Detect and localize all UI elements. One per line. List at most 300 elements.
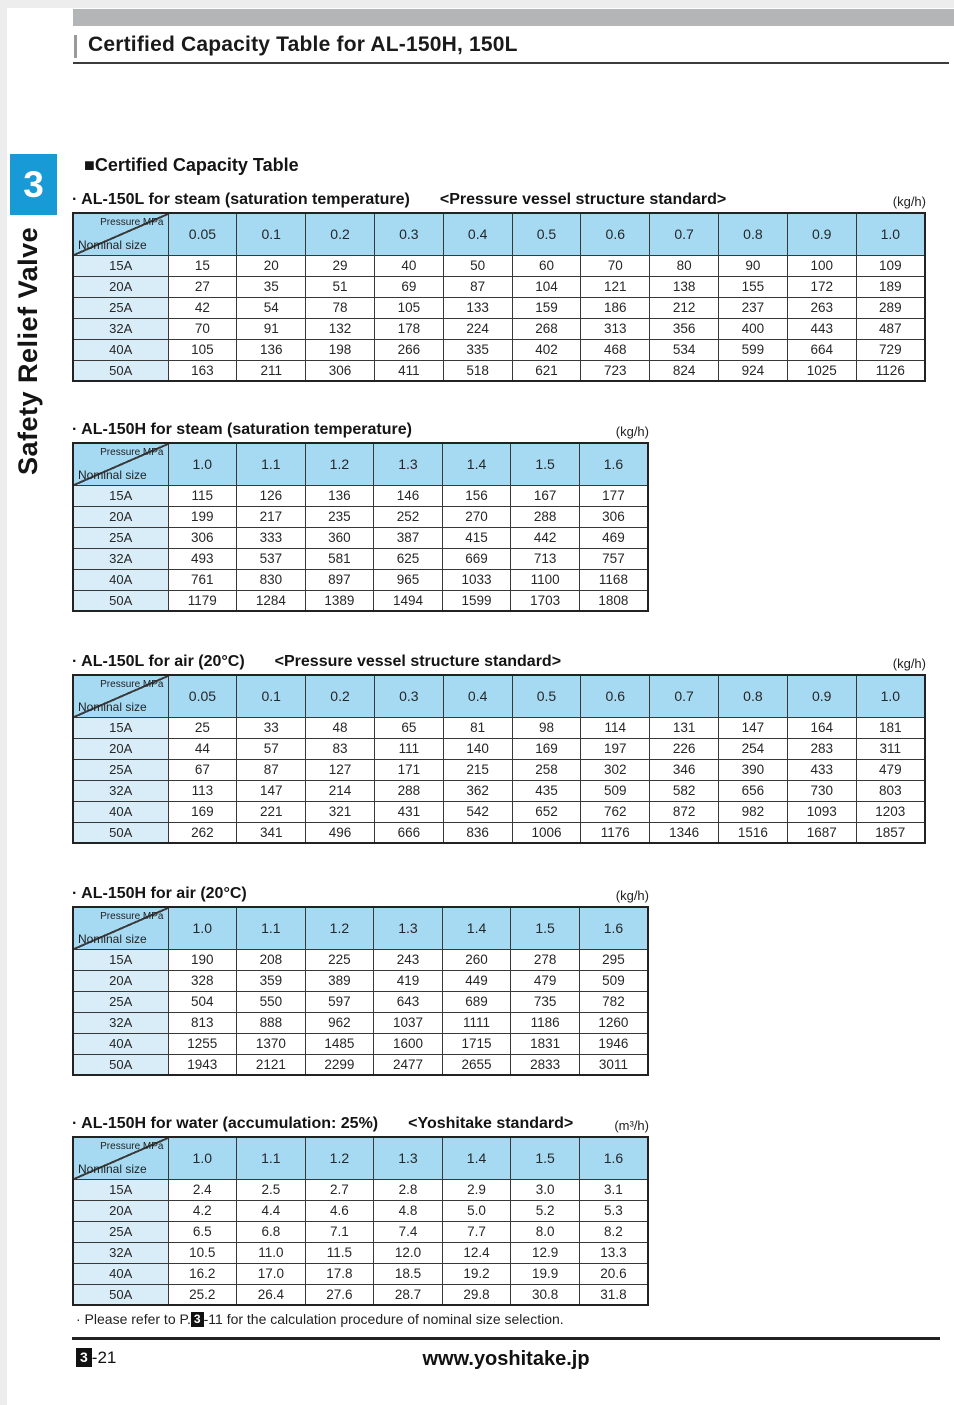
capacity-value-cell: 163 bbox=[168, 360, 237, 381]
capacity-value-cell: 664 bbox=[787, 339, 856, 360]
pressure-column-header: 1.4 bbox=[442, 1137, 511, 1179]
corner-cell bbox=[73, 443, 168, 485]
capacity-value-cell: 12.0 bbox=[374, 1242, 443, 1263]
capacity-value-cell: 333 bbox=[237, 527, 306, 548]
capacity-value-cell: 803 bbox=[856, 780, 925, 801]
capacity-value-cell: 625 bbox=[374, 548, 443, 569]
pressure-header-row bbox=[73, 675, 925, 717]
nominal-size-cell: 25A bbox=[73, 527, 168, 548]
capacity-value-cell: 360 bbox=[305, 527, 374, 548]
capacity-value-cell: 493 bbox=[168, 548, 237, 569]
capacity-value-cell: 1186 bbox=[511, 1012, 580, 1033]
corner-cell bbox=[73, 1137, 168, 1179]
capacity-value-cell: 1025 bbox=[787, 360, 856, 381]
pressure-column-header: 1.4 bbox=[442, 443, 511, 485]
pressure-column-header: 0.9 bbox=[787, 675, 856, 717]
capacity-value-cell: 177 bbox=[579, 485, 648, 506]
capacity-value-cell: 1715 bbox=[442, 1033, 511, 1054]
capacity-value-cell: 4.8 bbox=[374, 1200, 443, 1221]
corner-cell bbox=[73, 907, 168, 949]
capacity-value-cell: 761 bbox=[168, 569, 237, 590]
nominal-size-cell: 25A bbox=[73, 991, 168, 1012]
capacity-value-cell: 1485 bbox=[305, 1033, 374, 1054]
capacity-value-cell: 11.0 bbox=[237, 1242, 306, 1263]
capacity-value-cell: 169 bbox=[512, 738, 581, 759]
capacity-value-cell: 1494 bbox=[374, 590, 443, 611]
page-title: Certified Capacity Table for AL-150H, 150L bbox=[88, 33, 518, 56]
capacity-value-cell: 411 bbox=[374, 360, 443, 381]
capacity-value-cell: 965 bbox=[374, 569, 443, 590]
capacity-value-cell: 169 bbox=[168, 801, 237, 822]
capacity-value-cell: 81 bbox=[443, 717, 512, 738]
capacity-value-cell: 167 bbox=[511, 485, 580, 506]
capacity-value-cell: 140 bbox=[443, 738, 512, 759]
capacity-value-cell: 278 bbox=[511, 949, 580, 970]
capacity-value-cell: 181 bbox=[856, 717, 925, 738]
capacity-value-cell: 164 bbox=[787, 717, 856, 738]
capacity-value-cell: 114 bbox=[581, 717, 650, 738]
title-tick-mark bbox=[74, 35, 77, 58]
capacity-value-cell: 27.6 bbox=[305, 1284, 374, 1305]
capacity-value-cell: 208 bbox=[237, 949, 306, 970]
capacity-value-cell: 289 bbox=[856, 297, 925, 318]
capacity-table bbox=[72, 906, 649, 1076]
capacity-value-cell: 26.4 bbox=[237, 1284, 306, 1305]
capacity-value-cell: 25.2 bbox=[168, 1284, 237, 1305]
pressure-column-header: 0.8 bbox=[719, 675, 788, 717]
capacity-value-cell: 237 bbox=[719, 297, 788, 318]
capacity-value-cell: 288 bbox=[374, 780, 443, 801]
capacity-value-cell: 496 bbox=[306, 822, 375, 843]
capacity-value-cell: 666 bbox=[374, 822, 443, 843]
capacity-value-cell: 42 bbox=[168, 297, 237, 318]
note-chapter-box: 3 bbox=[191, 1312, 204, 1327]
capacity-value-cell: 1111 bbox=[442, 1012, 511, 1033]
capacity-value-cell: 5.0 bbox=[442, 1200, 511, 1221]
nominal-size-cell: 15A bbox=[73, 717, 168, 738]
pressure-column-header: 1.4 bbox=[442, 907, 511, 949]
nominal-size-cell: 20A bbox=[73, 506, 168, 527]
table-row bbox=[73, 717, 925, 738]
table-row bbox=[73, 970, 648, 991]
top-banner-bar bbox=[73, 9, 954, 26]
capacity-value-cell: 335 bbox=[443, 339, 512, 360]
size-axis-label: Nominal size bbox=[78, 467, 147, 482]
nominal-size-cell: 15A bbox=[73, 485, 168, 506]
capacity-value-cell: 28.7 bbox=[374, 1284, 443, 1305]
capacity-value-cell: 126 bbox=[237, 485, 306, 506]
capacity-value-cell: 2.7 bbox=[305, 1179, 374, 1200]
pressure-column-header: 1.0 bbox=[856, 213, 925, 255]
capacity-value-cell: 70 bbox=[581, 255, 650, 276]
capacity-value-cell: 12.4 bbox=[442, 1242, 511, 1263]
pressure-header-row bbox=[73, 1137, 648, 1179]
table-row bbox=[73, 590, 648, 611]
title-underline bbox=[73, 62, 949, 64]
capacity-value-cell: 20 bbox=[237, 255, 306, 276]
capacity-value-cell: 1599 bbox=[442, 590, 511, 611]
pressure-column-header: 1.5 bbox=[511, 1137, 580, 1179]
capacity-value-cell: 211 bbox=[237, 360, 306, 381]
size-axis-label: Nominal size bbox=[78, 1161, 147, 1176]
capacity-value-cell: 1168 bbox=[579, 569, 648, 590]
capacity-value-cell: 836 bbox=[443, 822, 512, 843]
footer-chapter-box: 3 bbox=[76, 1348, 92, 1367]
capacity-value-cell: 115 bbox=[168, 485, 237, 506]
table-row bbox=[73, 1033, 648, 1054]
capacity-value-cell: 359 bbox=[237, 970, 306, 991]
nominal-size-cell: 25A bbox=[73, 297, 168, 318]
nominal-size-cell: 50A bbox=[73, 590, 168, 611]
capacity-value-cell: 550 bbox=[237, 991, 306, 1012]
capacity-value-cell: 33 bbox=[237, 717, 306, 738]
capacity-value-cell: 8.2 bbox=[579, 1221, 648, 1242]
table-unit: (kg/h) bbox=[615, 888, 649, 903]
capacity-value-cell: 306 bbox=[579, 506, 648, 527]
capacity-value-cell: 313 bbox=[581, 318, 650, 339]
capacity-value-cell: 133 bbox=[443, 297, 512, 318]
capacity-value-cell: 5.3 bbox=[579, 1200, 648, 1221]
capacity-value-cell: 131 bbox=[650, 717, 719, 738]
capacity-value-cell: 266 bbox=[374, 339, 443, 360]
capacity-value-cell: 757 bbox=[579, 548, 648, 569]
pressure-column-header: 0.4 bbox=[443, 675, 512, 717]
capacity-value-cell: 1687 bbox=[787, 822, 856, 843]
table-title: · AL-150H for air (20°C) bbox=[72, 885, 247, 902]
capacity-value-cell: 159 bbox=[512, 297, 581, 318]
capacity-value-cell: 1203 bbox=[856, 801, 925, 822]
capacity-value-cell: 243 bbox=[374, 949, 443, 970]
pressure-column-header: 1.6 bbox=[579, 907, 648, 949]
capacity-value-cell: 100 bbox=[787, 255, 856, 276]
capacity-value-cell: 4.6 bbox=[305, 1200, 374, 1221]
capacity-value-cell: 830 bbox=[237, 569, 306, 590]
capacity-value-cell: 1179 bbox=[168, 590, 237, 611]
capacity-value-cell: 390 bbox=[719, 759, 788, 780]
pressure-column-header: 1.1 bbox=[237, 1137, 306, 1179]
table-head-row bbox=[72, 186, 926, 212]
capacity-value-cell: 389 bbox=[305, 970, 374, 991]
pressure-column-header: 1.6 bbox=[579, 1137, 648, 1179]
pressure-column-header: 1.2 bbox=[305, 907, 374, 949]
pressure-column-header: 1.6 bbox=[579, 443, 648, 485]
pressure-header-row bbox=[73, 213, 925, 255]
capacity-value-cell: 78 bbox=[306, 297, 375, 318]
capacity-value-cell: 16.2 bbox=[168, 1263, 237, 1284]
capacity-value-cell: 468 bbox=[581, 339, 650, 360]
capacity-value-cell: 1033 bbox=[442, 569, 511, 590]
pressure-column-header: 0.2 bbox=[306, 213, 375, 255]
capacity-value-cell: 3.1 bbox=[579, 1179, 648, 1200]
capacity-value-cell: 67 bbox=[168, 759, 237, 780]
capacity-value-cell: 199 bbox=[168, 506, 237, 527]
capacity-value-cell: 11.5 bbox=[305, 1242, 374, 1263]
capacity-value-cell: 15 bbox=[168, 255, 237, 276]
table-row bbox=[73, 485, 648, 506]
capacity-value-cell: 782 bbox=[579, 991, 648, 1012]
table-row bbox=[73, 1284, 648, 1305]
pressure-header-row bbox=[73, 443, 648, 485]
capacity-value-cell: 13.3 bbox=[579, 1242, 648, 1263]
footer-rule bbox=[72, 1337, 940, 1340]
pressure-axis-label: Pressure MPa bbox=[100, 217, 164, 228]
capacity-value-cell: 225 bbox=[305, 949, 374, 970]
pressure-axis-label: Pressure MPa bbox=[100, 679, 164, 690]
capacity-value-cell: 197 bbox=[581, 738, 650, 759]
capacity-value-cell: 689 bbox=[442, 991, 511, 1012]
capacity-value-cell: 2299 bbox=[305, 1054, 374, 1075]
capacity-value-cell: 1284 bbox=[237, 590, 306, 611]
pressure-column-header: 1.2 bbox=[305, 443, 374, 485]
capacity-value-cell: 3.0 bbox=[511, 1179, 580, 1200]
capacity-value-cell: 283 bbox=[787, 738, 856, 759]
pressure-column-header: 0.6 bbox=[581, 213, 650, 255]
capacity-value-cell: 328 bbox=[168, 970, 237, 991]
capacity-value-cell: 1389 bbox=[305, 590, 374, 611]
capacity-value-cell: 268 bbox=[512, 318, 581, 339]
pressure-column-header: 1.0 bbox=[168, 443, 237, 485]
table-standard: <Pressure vessel structure standard> bbox=[439, 191, 727, 208]
capacity-value-cell: 1093 bbox=[787, 801, 856, 822]
nominal-size-cell: 40A bbox=[73, 569, 168, 590]
capacity-value-cell: 138 bbox=[650, 276, 719, 297]
capacity-value-cell: 537 bbox=[237, 548, 306, 569]
capacity-value-cell: 1516 bbox=[719, 822, 788, 843]
capacity-value-cell: 30.8 bbox=[511, 1284, 580, 1305]
nominal-size-cell: 32A bbox=[73, 1242, 168, 1263]
capacity-value-cell: 4.4 bbox=[237, 1200, 306, 1221]
capacity-value-cell: 10.5 bbox=[168, 1242, 237, 1263]
capacity-value-cell: 262 bbox=[168, 822, 237, 843]
capacity-value-cell: 7.1 bbox=[305, 1221, 374, 1242]
capacity-value-cell: 18.5 bbox=[374, 1263, 443, 1284]
capacity-value-cell: 435 bbox=[512, 780, 581, 801]
capacity-value-cell: 713 bbox=[511, 548, 580, 569]
capacity-value-cell: 57 bbox=[237, 738, 306, 759]
capacity-value-cell: 669 bbox=[442, 548, 511, 569]
capacity-value-cell: 2655 bbox=[442, 1054, 511, 1075]
capacity-value-cell: 306 bbox=[168, 527, 237, 548]
table-row bbox=[73, 527, 648, 548]
capacity-value-cell: 235 bbox=[305, 506, 374, 527]
capacity-value-cell: 69 bbox=[374, 276, 443, 297]
capacity-value-cell: 295 bbox=[579, 949, 648, 970]
capacity-value-cell: 1346 bbox=[650, 822, 719, 843]
capacity-value-cell: 35 bbox=[237, 276, 306, 297]
capacity-value-cell: 1006 bbox=[512, 822, 581, 843]
table-unit: (kg/h) bbox=[615, 424, 649, 439]
capacity-value-cell: 581 bbox=[305, 548, 374, 569]
nominal-size-cell: 40A bbox=[73, 339, 168, 360]
pressure-column-header: 0.3 bbox=[374, 213, 443, 255]
capacity-value-cell: 186 bbox=[581, 297, 650, 318]
capacity-value-cell: 813 bbox=[168, 1012, 237, 1033]
size-axis-label: Nominal size bbox=[78, 699, 147, 714]
table-row bbox=[73, 569, 648, 590]
capacity-value-cell: 113 bbox=[168, 780, 237, 801]
capacity-value-cell: 178 bbox=[374, 318, 443, 339]
capacity-value-cell: 17.0 bbox=[237, 1263, 306, 1284]
table-row bbox=[73, 1012, 648, 1033]
capacity-value-cell: 518 bbox=[443, 360, 512, 381]
capacity-value-cell: 44 bbox=[168, 738, 237, 759]
table-section-al150h-air bbox=[72, 880, 649, 1076]
table-row bbox=[73, 255, 925, 276]
capacity-value-cell: 762 bbox=[581, 801, 650, 822]
capacity-value-cell: 962 bbox=[305, 1012, 374, 1033]
capacity-value-cell: 1037 bbox=[374, 1012, 443, 1033]
capacity-value-cell: 252 bbox=[374, 506, 443, 527]
capacity-value-cell: 136 bbox=[305, 485, 374, 506]
capacity-value-cell: 98 bbox=[512, 717, 581, 738]
footer-page-suffix: -21 bbox=[91, 1348, 117, 1367]
capacity-value-cell: 509 bbox=[579, 970, 648, 991]
corner-cell bbox=[73, 213, 168, 255]
capacity-value-cell: 872 bbox=[650, 801, 719, 822]
capacity-value-cell: 5.2 bbox=[511, 1200, 580, 1221]
pressure-column-header: 1.1 bbox=[237, 907, 306, 949]
pressure-column-header: 1.2 bbox=[305, 1137, 374, 1179]
section-heading: ■Certified Capacity Table bbox=[84, 155, 299, 175]
pressure-column-header: 0.9 bbox=[787, 213, 856, 255]
nominal-size-cell: 50A bbox=[73, 1284, 168, 1305]
note-suffix: -11 for the calculation procedure of nominal size selection. bbox=[203, 1311, 564, 1327]
table-head-row bbox=[72, 416, 649, 442]
capacity-value-cell: 7.7 bbox=[442, 1221, 511, 1242]
capacity-value-cell: 419 bbox=[374, 970, 443, 991]
capacity-value-cell: 146 bbox=[374, 485, 443, 506]
capacity-value-cell: 105 bbox=[374, 297, 443, 318]
pressure-column-header: 1.5 bbox=[511, 443, 580, 485]
table-row bbox=[73, 738, 925, 759]
pressure-column-header: 0.4 bbox=[443, 213, 512, 255]
nominal-size-cell: 32A bbox=[73, 548, 168, 569]
pressure-column-header: 1.3 bbox=[374, 1137, 443, 1179]
capacity-value-cell: 8.0 bbox=[511, 1221, 580, 1242]
capacity-value-cell: 221 bbox=[237, 801, 306, 822]
pressure-column-header: 0.7 bbox=[650, 675, 719, 717]
capacity-value-cell: 888 bbox=[237, 1012, 306, 1033]
chapter-label-vertical: Safety Relief Valve bbox=[13, 226, 43, 476]
capacity-value-cell: 189 bbox=[856, 276, 925, 297]
nominal-size-cell: 15A bbox=[73, 255, 168, 276]
table-section-al150h-steam bbox=[72, 416, 649, 612]
capacity-value-cell: 29.8 bbox=[442, 1284, 511, 1305]
capacity-value-cell: 487 bbox=[856, 318, 925, 339]
capacity-value-cell: 1100 bbox=[511, 569, 580, 590]
capacity-value-cell: 121 bbox=[581, 276, 650, 297]
capacity-value-cell: 17.8 bbox=[305, 1263, 374, 1284]
capacity-value-cell: 433 bbox=[787, 759, 856, 780]
capacity-value-cell: 147 bbox=[237, 780, 306, 801]
capacity-value-cell: 91 bbox=[237, 318, 306, 339]
capacity-value-cell: 104 bbox=[512, 276, 581, 297]
table-section-al150l-steam bbox=[72, 186, 926, 382]
capacity-value-cell: 215 bbox=[443, 759, 512, 780]
capacity-value-cell: 415 bbox=[442, 527, 511, 548]
pressure-column-header: 0.5 bbox=[512, 213, 581, 255]
pressure-column-header: 1.0 bbox=[168, 1137, 237, 1179]
pressure-column-header: 1.3 bbox=[374, 907, 443, 949]
capacity-value-cell: 2121 bbox=[237, 1054, 306, 1075]
capacity-value-cell: 172 bbox=[787, 276, 856, 297]
capacity-value-cell: 87 bbox=[237, 759, 306, 780]
nominal-size-cell: 50A bbox=[73, 1054, 168, 1075]
capacity-value-cell: 90 bbox=[719, 255, 788, 276]
table-row bbox=[73, 506, 648, 527]
capacity-table bbox=[72, 212, 926, 382]
chapter-number-badge: 3 bbox=[10, 154, 57, 215]
capacity-value-cell: 254 bbox=[719, 738, 788, 759]
capacity-value-cell: 735 bbox=[511, 991, 580, 1012]
capacity-value-cell: 449 bbox=[442, 970, 511, 991]
capacity-value-cell: 321 bbox=[306, 801, 375, 822]
capacity-value-cell: 2833 bbox=[511, 1054, 580, 1075]
capacity-value-cell: 582 bbox=[650, 780, 719, 801]
capacity-value-cell: 356 bbox=[650, 318, 719, 339]
capacity-value-cell: 824 bbox=[650, 360, 719, 381]
pressure-axis-label: Pressure MPa bbox=[100, 1141, 164, 1152]
nominal-size-cell: 20A bbox=[73, 970, 168, 991]
pressure-column-header: 1.1 bbox=[237, 443, 306, 485]
capacity-value-cell: 83 bbox=[306, 738, 375, 759]
table-unit: (kg/h) bbox=[892, 656, 926, 671]
capacity-value-cell: 109 bbox=[856, 255, 925, 276]
capacity-value-cell: 2.5 bbox=[237, 1179, 306, 1200]
table-unit: (m³/h) bbox=[614, 1118, 649, 1133]
capacity-value-cell: 190 bbox=[168, 949, 237, 970]
table-head-row bbox=[72, 880, 649, 906]
capacity-value-cell: 19.2 bbox=[442, 1263, 511, 1284]
capacity-table bbox=[72, 674, 926, 844]
table-row bbox=[73, 276, 925, 297]
capacity-value-cell: 302 bbox=[581, 759, 650, 780]
capacity-value-cell: 443 bbox=[787, 318, 856, 339]
nominal-size-cell: 15A bbox=[73, 1179, 168, 1200]
nominal-size-cell: 25A bbox=[73, 1221, 168, 1242]
capacity-value-cell: 306 bbox=[306, 360, 375, 381]
capacity-value-cell: 730 bbox=[787, 780, 856, 801]
pressure-column-header: 0.2 bbox=[306, 675, 375, 717]
table-title: · AL-150H for water (accumulation: 25%) bbox=[72, 1115, 379, 1132]
pressure-column-header: 0.6 bbox=[581, 675, 650, 717]
capacity-value-cell: 1943 bbox=[168, 1054, 237, 1075]
table-title: · AL-150L for air (20°C) bbox=[72, 653, 245, 670]
capacity-value-cell: 479 bbox=[856, 759, 925, 780]
capacity-value-cell: 105 bbox=[168, 339, 237, 360]
capacity-value-cell: 198 bbox=[306, 339, 375, 360]
nominal-size-cell: 32A bbox=[73, 780, 168, 801]
nominal-size-cell: 20A bbox=[73, 738, 168, 759]
table-row bbox=[73, 822, 925, 843]
table-row bbox=[73, 1054, 648, 1075]
capacity-value-cell: 54 bbox=[237, 297, 306, 318]
capacity-value-cell: 509 bbox=[581, 780, 650, 801]
pressure-column-header: 1.0 bbox=[168, 907, 237, 949]
capacity-value-cell: 1255 bbox=[168, 1033, 237, 1054]
pressure-column-header: 0.8 bbox=[719, 213, 788, 255]
size-axis-label: Nominal size bbox=[78, 931, 147, 946]
capacity-value-cell: 534 bbox=[650, 339, 719, 360]
capacity-value-cell: 1260 bbox=[579, 1012, 648, 1033]
capacity-value-cell: 729 bbox=[856, 339, 925, 360]
capacity-value-cell: 1831 bbox=[511, 1033, 580, 1054]
capacity-value-cell: 1703 bbox=[511, 590, 580, 611]
table-unit: (kg/h) bbox=[892, 194, 926, 209]
nominal-size-cell: 40A bbox=[73, 1033, 168, 1054]
capacity-value-cell: 387 bbox=[374, 527, 443, 548]
capacity-value-cell: 597 bbox=[305, 991, 374, 1012]
